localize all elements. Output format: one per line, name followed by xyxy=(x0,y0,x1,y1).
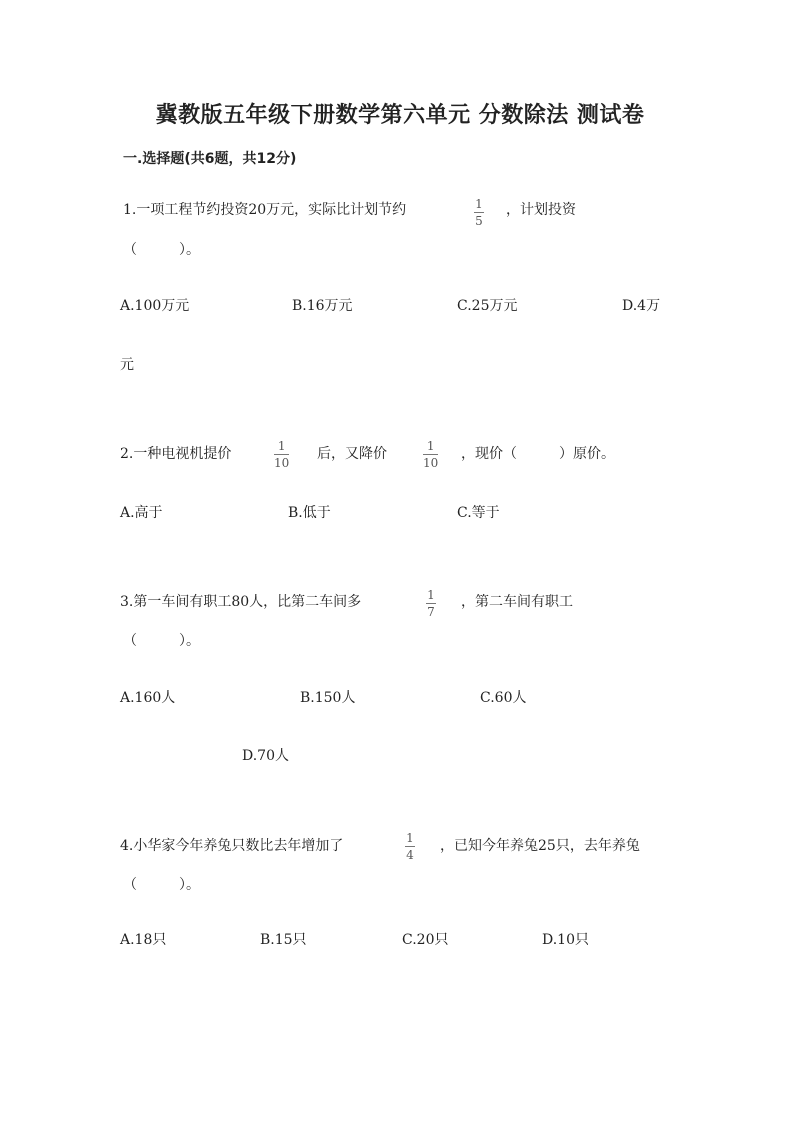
fraction-numerator: 1 xyxy=(277,439,286,453)
option-b[interactable]: B.150人 xyxy=(300,690,356,706)
option-d[interactable]: D.10只 xyxy=(542,932,589,948)
question-2-fraction-1 xyxy=(274,439,289,470)
question-4-text-cont: ，已知今年养兔25只，去年养兔 xyxy=(440,838,640,854)
question-4-fraction xyxy=(405,831,415,862)
option-b[interactable]: B.低于 xyxy=(288,505,331,521)
fraction-bar xyxy=(274,454,289,455)
question-3-fraction xyxy=(426,588,436,619)
fraction-numerator: 1 xyxy=(475,197,483,211)
fraction-numerator: 1 xyxy=(426,439,435,453)
section-heading: 一.选择题(共6题，共12分) xyxy=(123,151,297,167)
question-3-blank: （ ）。 xyxy=(123,633,200,649)
question-4-blank: （ ）。 xyxy=(123,877,200,893)
question-1-text: 1.一项工程节约投资20万元，实际比计划节约 xyxy=(123,202,407,218)
fraction-denominator: 4 xyxy=(406,848,414,862)
question-4-text: 4.小华家今年养兔只数比去年增加了 xyxy=(120,838,344,854)
question-1-fraction xyxy=(474,197,484,228)
option-a[interactable]: A.160人 xyxy=(120,690,176,706)
option-c[interactable]: C.20只 xyxy=(402,932,449,948)
option-a[interactable]: A.100万元 xyxy=(120,298,190,314)
option-d[interactable]: D.4万 xyxy=(622,298,661,314)
question-2-text: 2.一种电视机提价 xyxy=(120,446,232,462)
option-d[interactable]: D.70人 xyxy=(242,748,289,764)
option-a[interactable]: A.高于 xyxy=(120,505,163,521)
question-2-text-mid: 后，又降价 xyxy=(317,446,387,462)
question-3-text: 3.第一车间有职工80人，比第二车间多 xyxy=(120,594,362,610)
fraction-denominator: 10 xyxy=(274,456,290,470)
option-c[interactable]: C.等于 xyxy=(457,505,500,521)
option-a[interactable]: A.18只 xyxy=(120,932,167,948)
question-2-fraction-2 xyxy=(423,439,438,470)
fraction-denominator: 7 xyxy=(427,605,435,619)
option-c[interactable]: C.60人 xyxy=(480,690,527,706)
option-c[interactable]: C.25万元 xyxy=(457,298,518,314)
fraction-denominator: 10 xyxy=(423,456,439,470)
option-b[interactable]: B.15只 xyxy=(260,932,307,948)
question-1-blank: （ ）。 xyxy=(123,242,200,258)
question-3-text-cont: ，第二车间有职工 xyxy=(461,594,573,610)
question-2-text-end: ，现价（ ）原价。 xyxy=(461,446,615,462)
option-b[interactable]: B.16万元 xyxy=(292,298,353,314)
fraction-bar xyxy=(426,603,436,604)
fraction-bar xyxy=(474,212,484,213)
page-title: 冀教版五年级下册数学第六单元 分数除法 测试卷 xyxy=(155,103,645,128)
fraction-numerator: 1 xyxy=(427,588,435,602)
fraction-numerator: 1 xyxy=(406,831,414,845)
option-d-wrap: 元 xyxy=(120,357,134,373)
question-1-text-cont: ，计划投资 xyxy=(506,202,576,218)
fraction-bar xyxy=(405,846,415,847)
fraction-denominator: 5 xyxy=(475,214,483,228)
fraction-bar xyxy=(423,454,438,455)
